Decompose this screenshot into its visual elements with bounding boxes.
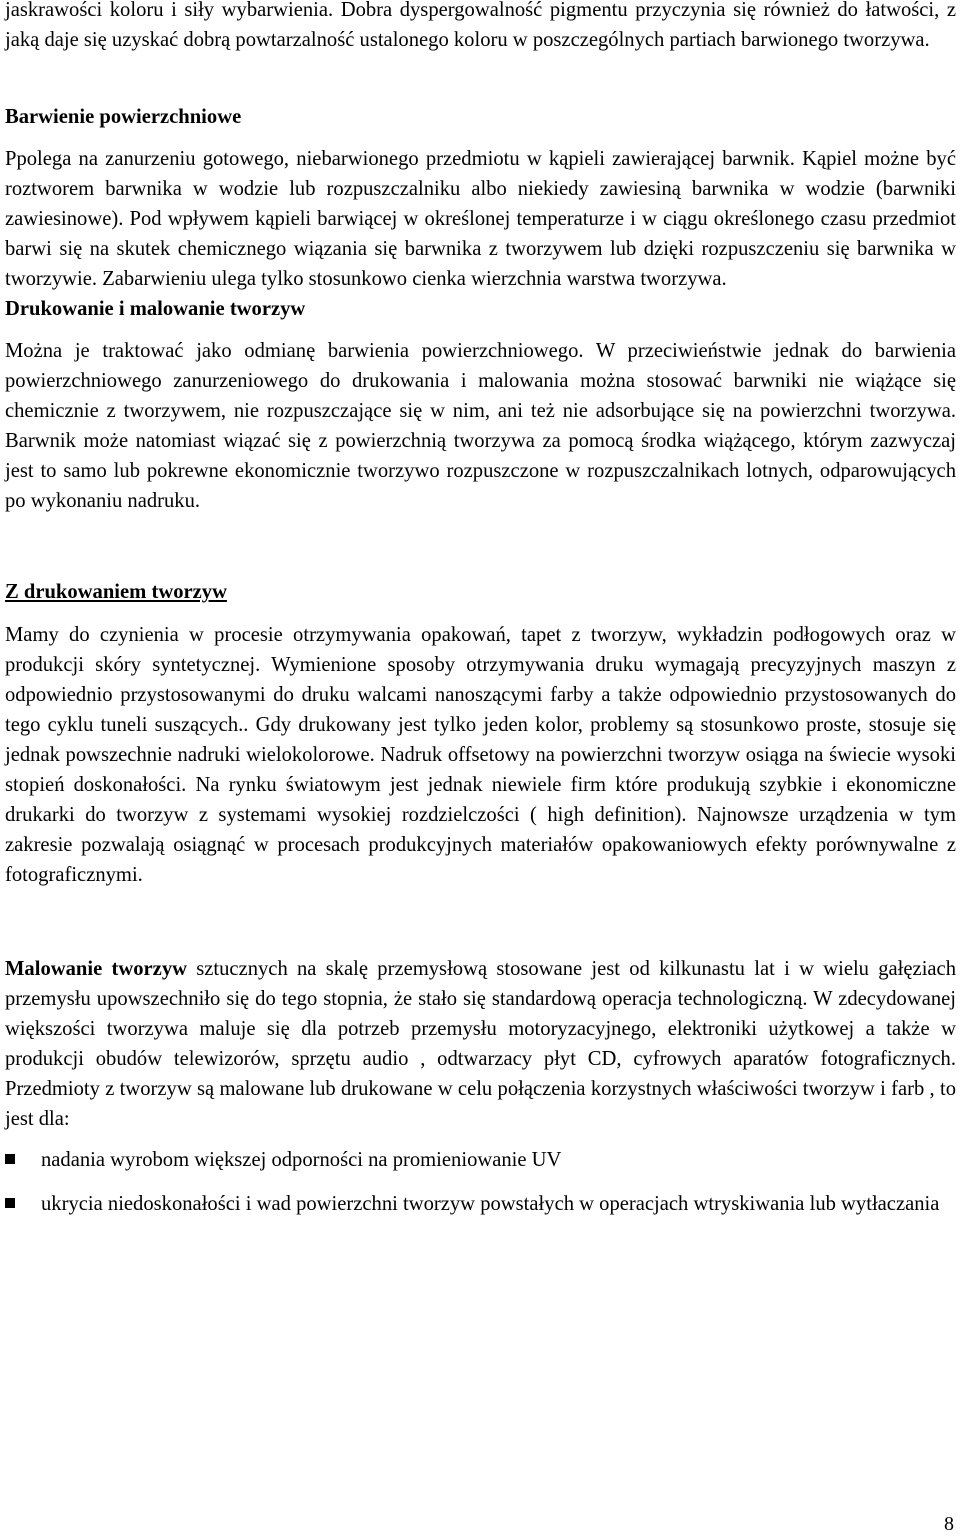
heading-with-printing: Z drukowaniem tworzyw <box>5 581 227 603</box>
page-number: 8 <box>944 1513 954 1535</box>
painting-lead-term: Malowanie tworzyw <box>5 958 187 980</box>
paragraph-surface-dyeing: Ppolega na zanurzeniu gotowego, niebarwionego przedmiotu w kąpieli zawierającej barwnik. Kąpiel możne być roztworem barwnika w wodzie lub rozpuszczalniku albo niekiedy zawiesiną barwnika w wodzie (barwniki zawiesinowe). Pod wpływem kąpieli barwiącej w określonej temperaturze i w ciągu określonego czasu przedmiot barwi się na skutek chemicznego wiązania się barwnika z tworzywem lub dzięki rozpuszczeniu się barwnika w tworzywie. Zabarwieniu ulega tylko stosunkowo cienka wierzchnia warstwa tworzywa. <box>5 148 956 290</box>
heading-surface-dyeing: Barwienie powierzchniowe <box>5 106 242 128</box>
intro-paragraph: jaskrawości koloru i siły wybarwienia. Dobra dyspergowalność pigmentu przyczynia się również do łatwości, z jaką daje się uzyskać dobrą powtarzalność ustalonego koloru w poszczególnych partiach barwionego tworzywa. <box>5 0 956 51</box>
square-bullet-icon <box>5 1154 15 1164</box>
painting-body-text: sztucznych na skalę przemysłową stosowane jest od kilkunastu lat i w wielu gałęziach przemysłu upowszechniło się do tego stopnia, że stało się standardową operacja technologiczną. W zdecydowanej większości tworzywa maluje się dla potrzeb przemysłu motoryzacyjnego, elektroniki użytkowej a także w produkcji obudów telewizorów, sprzętu audio , odtwarzacy płyt CD, cyfrowych aparatów fotograficznych. Przedmioty z tworzyw są malowane lub drukowane w celu połączenia korzystnych właściwości tworzyw i farb , to jest dla: <box>5 958 956 1130</box>
paragraph-with-printing: Mamy do czynienia w procesie otrzymywania opakowań, tapet z tworzyw, wykładzin podłogowych oraz w produkcji skóry syntetycznej. Wymienione sposoby otrzymywania druku wymagają precyzyjnych maszyn z odpowiednio przystosowanymi do druku walcami nanoszącymi farby a także odpowiednio przystosowanych do tego cyklu tuneli suszących.. Gdy drukowany jest tylko jeden kolor, problemy są stosunkowo proste, stosuje się jednak powszechnie nadruki wielokolorowe. Nadruk offsetowy na powierzchni tworzyw osiąga na świecie wysoki stopień doskonałości. Na rynku światowym jest jednak niewiele firm które produkują szybkie i ekonomiczne drukarki do tworzyw z systemami wysokiej rozdzielczości ( high definition). Najnowsze urządzenia w tym zakresie pozwalają osiągnąć w procesach produkcyjnych materiałów opakowaniowych efekty porównywalne z fotograficznymi. <box>5 624 956 886</box>
list-item-text: nadania wyrobom większej odporności na promieniowanie UV <box>41 1149 562 1171</box>
paragraph-printing-painting: Można je traktować jako odmianę barwienia powierzchniowego. W przeciwieństwie jednak do barwienia powierzchniowego zanurzeniowego do drukowania i malowania można stosować barwniki nie wiążące się chemicznie z tworzywem, nie rozpuszczające się w nim, ani też nie adsorbujące się na powierzchni tworzywa. Barwnik może natomiast wiązać się z powierzchnią tworzywa za pomocą środka wiążącego, którym zazwyczaj jest to samo lub pokrewne ekonomicznie tworzywo rozpuszczone w rozpuszczalnikach lotnych, odparowujących po wykonaniu nadruku. <box>5 340 956 512</box>
bullet-list <box>5 1145 956 1219</box>
list-item-text: ukrycia niedoskonałości i wad powierzchni tworzyw powstałych w operacjach wtryskiwania lub wytłaczania <box>41 1193 940 1215</box>
square-bullet-icon <box>5 1198 15 1208</box>
list-item <box>5 1189 956 1219</box>
heading-printing-painting: Drukowanie i malowanie tworzyw <box>5 298 306 320</box>
paragraph-painting <box>5 954 956 1134</box>
document-page <box>5 0 956 1233</box>
list-item <box>5 1145 956 1175</box>
